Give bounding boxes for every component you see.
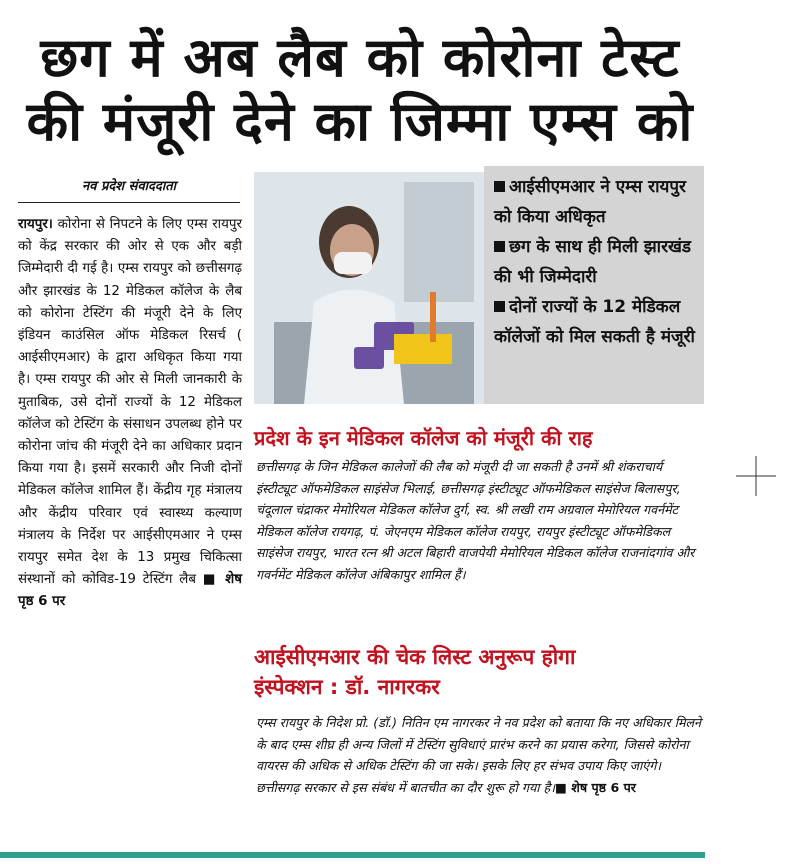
- section2-text: एम्स रायपुर के निदेश प्रो. (डॉ.) नितिन एम नागरकर ने नव प्रदेश को बताया कि नए अधिकार मिलने के बाद एम्स शीघ्र ही अन्य जिलों में टेस्टिंग सुविधाएं प्रारंभ करने का प्रयास करेगा, जिससे कोरोना वायरस की अधिक से अधिक टेस्टिंग की जा सके। इसके लिए हर संभव उपाय किए जाएंगे। छत्तीसगढ़ सरकार से इस संबंध में बातचीत का दौर शुरू हो गया है।: [256, 715, 702, 795]
- square-bullet-icon: [494, 181, 505, 192]
- square-bullet-icon: [494, 241, 505, 252]
- section2-title-line-2: इंस्पेक्शन : डॉ. नागरकर: [254, 675, 440, 699]
- headline-line-2: की मंजूरी देने का जिम्मा एम्स को: [26, 90, 694, 153]
- section2-title: [254, 642, 704, 702]
- dateline: रायपुर।: [18, 217, 53, 232]
- bottom-rule: [0, 852, 705, 858]
- lab-scientist-illustration: [254, 172, 484, 404]
- section2-body: [256, 712, 704, 798]
- headline-line-1: छग में अब लैब को कोरोना टेस्ट: [40, 26, 680, 89]
- highlight-item: छग के साथ ही मिली झारखंड की भी जिम्मेदारी: [494, 237, 692, 287]
- left-column-body: कोरोना से निपटने के लिए एम्स रायपुर को केंद्र सरकार की ओर से एक और बड़ी जिम्मेदारी दी गई है। एम्स रायपुर को छत्तीसगढ़ और झारखंड के 12 मेडिकल कॉलेज के लैब को कोरोना टेस्टिंग की मंजूरी देने के लिए इंडियन काउंसिल ऑफ मेडिकल रिसर्च ( आईसीएमआर) के द्वारा अधिकृत किया गया है। एम्स रायपुर की ओर से मिली जानकारी के मुताबिक, उसे दोनों राज्यों के 12 मेडिकल कॉलेज को टेस्टिंग के संसाधन उपलब्ध होने पर कोरोना जांच की मंजूरी देने का अधिकार प्रदान किया गया है। इसमें सरकारी और निजी दोनों मेडिकल कॉलेज शामिल हैं। केंद्रीय गृह मंत्रालय और केंद्रीय परिवार एवं स्वास्थ्य कल्याण मंत्रालय के निर्देश पर आईसीएमआर ने एम्स रायपुर समेत देश के 13 प्रमुख चिकित्सा संस्थानों को कोविड-19 टेस्टिंग लैब: [18, 217, 242, 588]
- crosshair-icon: [736, 456, 776, 496]
- highlights-box: [484, 166, 704, 404]
- lab-photo: [254, 172, 484, 404]
- section2-title-line-1: आईसीएमआर की चेक लिस्ट अनुरूप होगा: [254, 645, 576, 669]
- left-column-article: [18, 214, 242, 614]
- section2-continued: ■ शेष पृष्ठ 6 पर: [554, 779, 636, 795]
- section1-title: प्रदेश के इन मेडिकल कॉलेज को मंजूरी की राह: [254, 426, 593, 450]
- continued-note: ■ शेष पृष्ठ 6 पर: [18, 572, 242, 610]
- section1-body: छत्तीसगढ़ के जिन मेडिकल कालेजों की लैब को मंजूरी दी जा सकती है उनमें श्री शंकराचार्य इंस्टीट्यूट ऑफमेडिकल साइंसेज भिलाई, छत्तीसगढ़ इंस्टीट्यूट ऑफमेडिकल साइंसेज बिलासपुर, चंदूलाल चंद्राकर मेमोरियल मेडिकल कॉलेज दुर्ग, स्व. श्री लखी राम अग्रवाल मेमोरियल गवर्नमेंट मेडिकल कॉलेज रायगढ़, पं. जेएनएम मेडिकल कॉलेज रायपुर, रायपुर इंस्टीट्यूट ऑफमेडिकल साइंसेज रायपुर, भारत रत्न श्री अटल बिहारी वाजपेयी मेमोरियल मेडिकल कॉलेज राजनांदगांव और गवर्नमेंट मेडिकल कॉलेज अंबिकापुर शामिल हैं।: [256, 459, 695, 582]
- headline: [10, 26, 710, 154]
- highlight-item: दोनों राज्यों के 12 मेडिकल कॉलेजों को मिल सकती है मंजूरी: [494, 297, 695, 347]
- byline: नव प्रदेश संवाददाता: [18, 176, 240, 203]
- square-bullet-icon: [494, 301, 505, 312]
- highlight-item: आईसीएमआर ने एम्स रायपुर को किया अधिकृत: [494, 177, 686, 227]
